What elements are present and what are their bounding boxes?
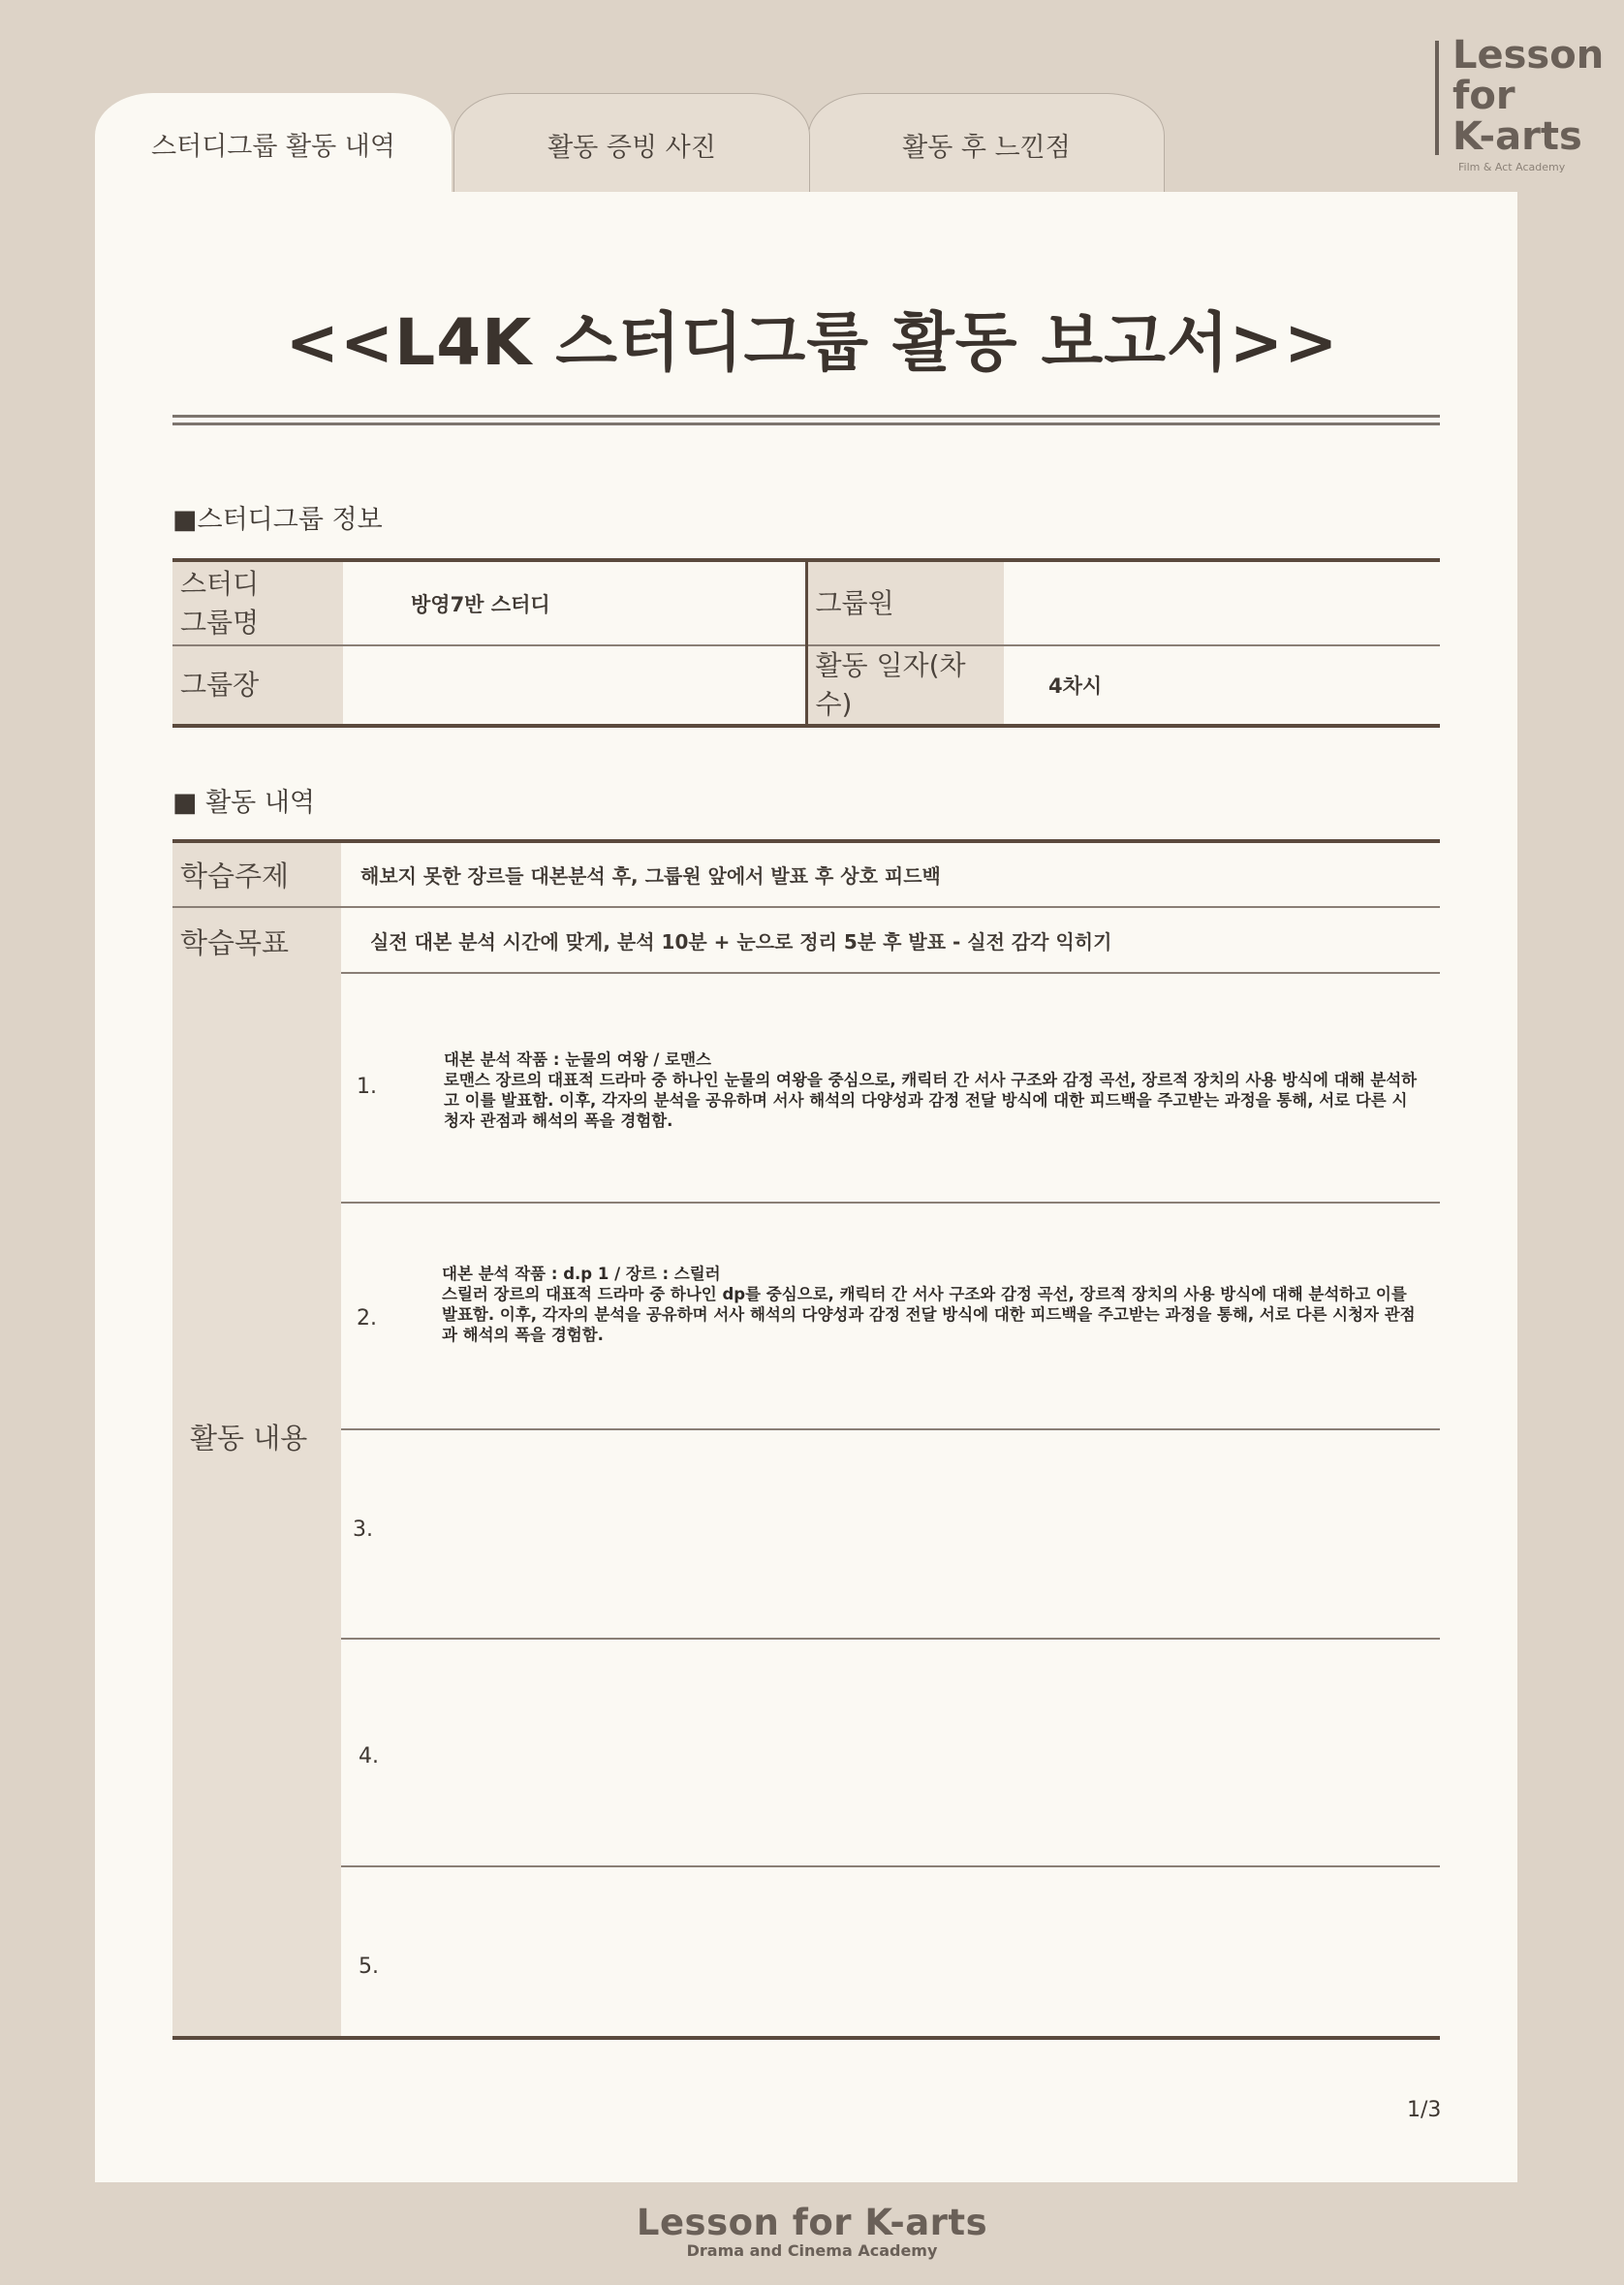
members-label: 그룹원: [806, 560, 1004, 645]
group-name-value: 방영7반 스터디: [343, 560, 806, 645]
activity-item: [341, 1204, 1440, 1430]
tab-photos[interactable]: 활동 증빙 사진: [453, 93, 810, 194]
activity-section-heading: ■ 활동 내역: [172, 788, 316, 818]
brand-logo: [1435, 35, 1619, 180]
topic-label: 학습주제: [172, 841, 341, 907]
item-number: 3.: [353, 1518, 373, 1542]
date-value: 4차시: [1048, 674, 1103, 698]
item-text: 대본 분석 작품 : 눈물의 여왕 / 로맨스 로맨스 장르의 대표적 드라마 중 하나인 눈물의 여왕을 중심으로, 캐릭터 간 서사 구조와 감정 곡선, 장르적 장치의 사용 방식에 대해 분석하 고 이를 발표함. 이후, 각자의 분석을 공유하며 서사 해석의 다양성과 감정 전달 방식에 대한 피드백을 주고받는 과정을 통해, 서로 다른 시 청자 관점과 해석의 폭을 경험함.: [444, 1050, 1418, 1130]
members-value: [1004, 560, 1440, 645]
item-number: 4.: [359, 1744, 379, 1769]
activity-table: [172, 839, 1440, 2040]
footer-logo: [0, 2202, 1624, 2260]
goal-label: 학습목표: [180, 926, 290, 959]
logo-subtitle: Film & Act Academy: [1458, 161, 1566, 173]
page-number: 1/3: [1407, 2098, 1442, 2122]
leader-value: [343, 645, 806, 726]
footer-logo-title: Lesson for K-arts: [636, 2202, 988, 2243]
tab-feedback[interactable]: 활동 후 느낀점: [808, 93, 1165, 194]
footer-logo-subtitle: Drama and Cinema Academy: [686, 2241, 938, 2260]
item-number: 5.: [359, 1955, 379, 1979]
topic-value: 해보지 못한 장르들 대본분석 후, 그룹원 앞에서 발표 후 상호 피드백: [341, 841, 1440, 907]
activity-item: [341, 974, 1440, 1204]
activity-item: [341, 1640, 1440, 1867]
activity-item: [341, 1867, 1440, 2036]
logo-text: Lesson for K-arts: [1452, 33, 1605, 159]
title-divider-top: [172, 415, 1440, 418]
title-divider-bottom: [172, 423, 1440, 425]
activity-item: [341, 1430, 1440, 1640]
item-number: 2.: [357, 1306, 377, 1330]
info-section-heading: ■스터디그룹 정보: [172, 505, 383, 535]
group-name-label: 스터디 그룹명: [172, 560, 343, 645]
report-title: <<L4K 스터디그룹 활동 보고서>>: [285, 305, 1339, 380]
logo-bar: [1435, 41, 1439, 155]
goal-value: 실전 대본 분석 시간에 맞게, 분석 10분 + 눈으로 정리 5분 후 발표 - 실전 감각 익히기: [341, 907, 1440, 973]
date-label: 활동 일자(차수): [806, 645, 1004, 726]
group-info-table: [172, 558, 1440, 728]
item-text: 대본 분석 작품 : d.p 1 / 장르 : 스릴러 스릴러 장르의 대표적 드라마 중 하나인 dp를 중심으로, 캐릭터 간 서사 구조와 감정 곡선, 장르적 장치의 사용 방식에 대해 분석하고 이를 발표함. 이후, 각자의 분석을 공유하며 서사 해석의 다양성과 감정 전달 방식에 대한 피드백을 주고받는 과정을 통해, 서로 다른 시청자 관점 과 해석의 폭을 경험함.: [442, 1265, 1416, 1344]
tab-activity[interactable]: 스터디그룹 활동 내역: [95, 93, 452, 194]
leader-label: 그룹장: [172, 645, 343, 726]
content-label: 활동 내용: [190, 1422, 308, 1455]
item-number: 1.: [357, 1075, 377, 1099]
